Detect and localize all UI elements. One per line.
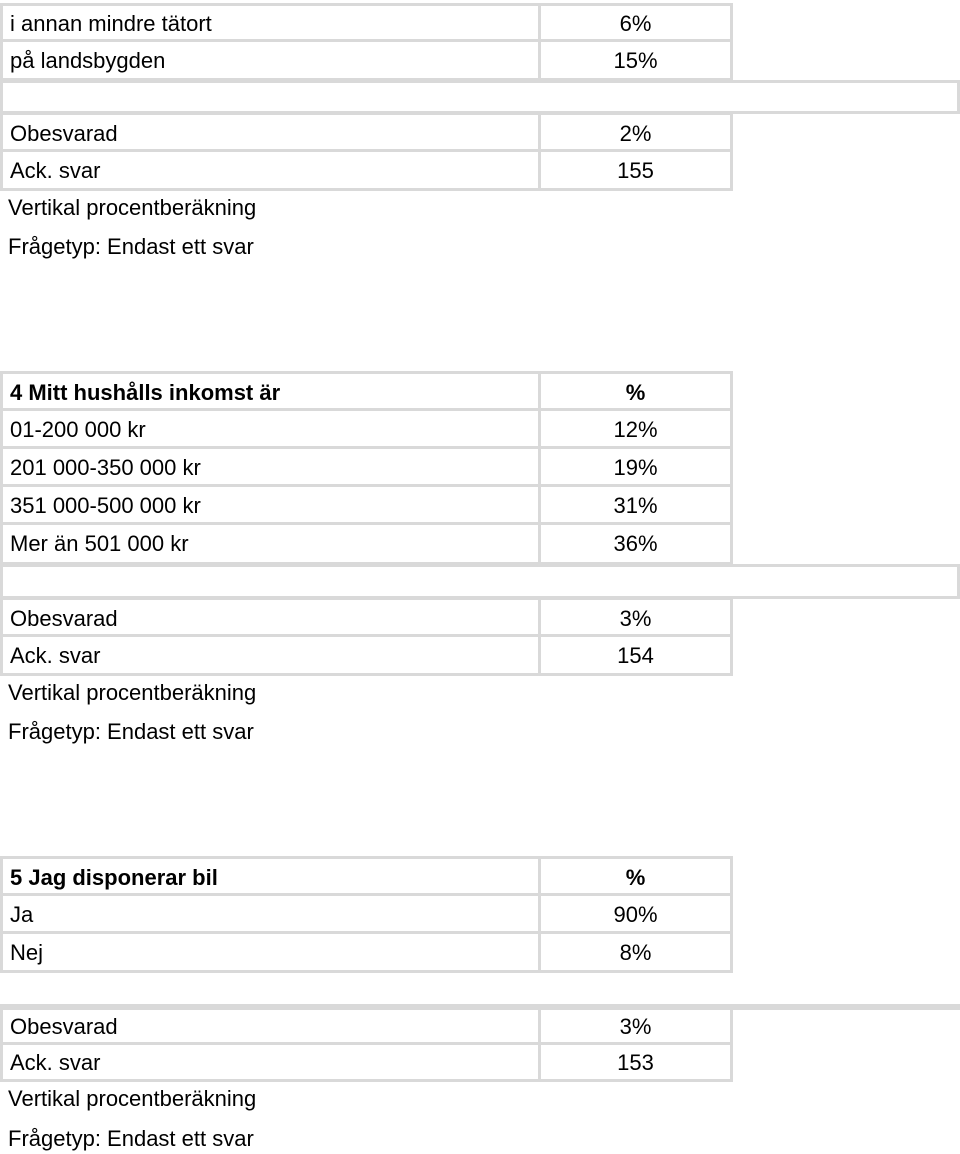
answer-label-text: 351 000-500 000 kr — [10, 493, 201, 518]
calc-note: Vertikal procentberäkning — [8, 1086, 257, 1111]
question-type-note: Frågetyp: Endast ett svar — [8, 719, 254, 744]
answer-value — [538, 893, 733, 934]
answer-label — [0, 931, 541, 973]
total-label-text: Ack. svar — [10, 643, 101, 668]
answer-label-text: Ja — [10, 902, 34, 927]
answer-value — [538, 446, 733, 487]
answer-value-text: 90% — [613, 902, 658, 927]
answer-value — [538, 484, 733, 525]
total-label — [0, 149, 541, 191]
percent-header — [538, 856, 733, 896]
percent-header — [538, 371, 733, 411]
answer-value-text: 36% — [613, 531, 658, 556]
question-title-text: 4 Mitt hushålls inkomst är — [10, 380, 281, 405]
answer-label — [0, 446, 541, 487]
answer-label — [0, 893, 541, 934]
answer-label-text: 201 000-350 000 kr — [10, 455, 201, 480]
answer-label — [0, 3, 541, 42]
percent-header-text: % — [625, 380, 646, 405]
answer-label-text: på landsbygden — [10, 48, 166, 73]
question-title — [0, 856, 541, 896]
unanswered-value — [538, 112, 733, 152]
answer-label-text: 01-200 000 kr — [10, 417, 146, 442]
answer-label-text: i annan mindre tätort — [10, 11, 212, 36]
total-value — [538, 1042, 733, 1082]
unanswered-label — [0, 112, 541, 152]
total-value — [538, 149, 733, 191]
calc-note: Vertikal procentberäkning — [8, 680, 257, 705]
unanswered-value — [538, 597, 733, 637]
unanswered-label-text: Obesvarad — [10, 121, 118, 146]
answer-value-text: 19% — [613, 455, 658, 480]
answer-value-text: 31% — [613, 493, 658, 518]
answer-label — [0, 522, 541, 565]
question-title — [0, 371, 541, 411]
unanswered-label — [0, 597, 541, 637]
total-label — [0, 634, 541, 676]
answer-value — [538, 3, 733, 42]
answer-value-text: 12% — [613, 417, 658, 442]
unanswered-value-text: 3% — [619, 606, 652, 631]
total-value — [538, 634, 733, 676]
answer-value — [538, 408, 733, 449]
total-label-text: Ack. svar — [10, 1050, 101, 1075]
answer-value — [538, 931, 733, 973]
spacer-row — [0, 80, 960, 114]
answer-value-text: 15% — [613, 48, 658, 73]
unanswered-value-text: 3% — [619, 1014, 652, 1039]
answer-label — [0, 408, 541, 449]
answer-label-text: Nej — [10, 940, 44, 965]
answer-label — [0, 39, 541, 81]
unanswered-label-text: Obesvarad — [10, 606, 118, 631]
total-label — [0, 1042, 541, 1082]
answer-label — [0, 484, 541, 525]
unanswered-value — [538, 1005, 733, 1045]
total-value-text: 155 — [617, 158, 654, 183]
unanswered-label-text: Obesvarad — [10, 1014, 118, 1039]
total-label-text: Ack. svar — [10, 158, 101, 183]
spacer-row — [0, 564, 960, 599]
answer-label-text: Mer än 501 000 kr — [10, 531, 189, 556]
calc-note: Vertikal procentberäkning — [8, 195, 257, 220]
question-title-text: 5 Jag disponerar bil — [10, 865, 218, 890]
unanswered-label — [0, 1005, 541, 1045]
question-type-note: Frågetyp: Endast ett svar — [8, 234, 254, 259]
percent-header-text: % — [625, 865, 646, 890]
answer-value — [538, 522, 733, 565]
answer-value-text: 6% — [619, 11, 652, 36]
total-value-text: 154 — [617, 643, 654, 668]
answer-value-text: 8% — [619, 940, 652, 965]
total-value-text: 153 — [617, 1050, 654, 1075]
question-type-note: Frågetyp: Endast ett svar — [8, 1126, 254, 1151]
unanswered-value-text: 2% — [619, 121, 652, 146]
answer-value — [538, 39, 733, 81]
